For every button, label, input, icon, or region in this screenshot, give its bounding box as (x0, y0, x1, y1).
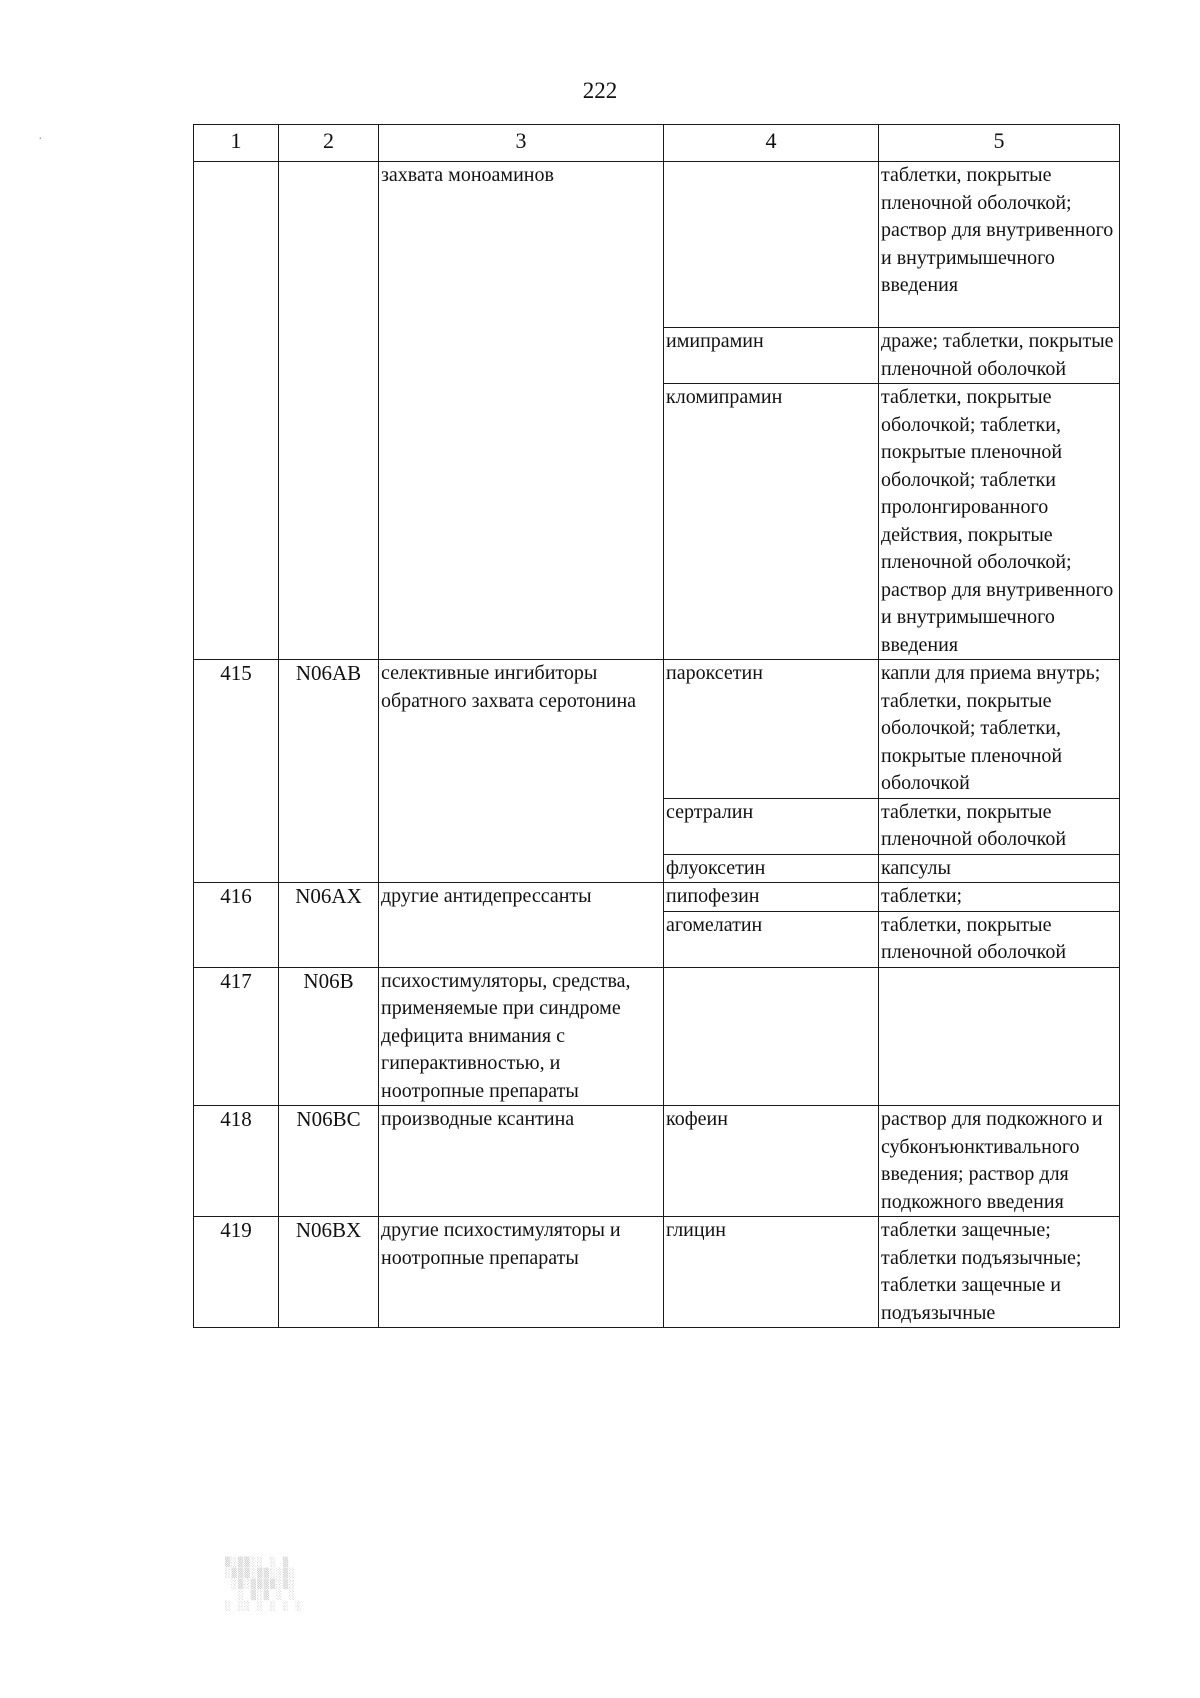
dosage-form: капсулы (879, 854, 1120, 883)
atc-group-name: психостимуляторы, средства, применяемые при синдроме дефицита внимания с гиперактивностью, и ноотропные препараты (379, 967, 664, 1106)
row-number: 416 (194, 883, 279, 968)
atc-group-name: селективные ингибиторы обратного захвата серотонина (379, 660, 664, 883)
dosage-form: капли для приема внутрь; таблетки, покрытые оболочкой; таблетки, покрытые пленочной оболочкой (879, 660, 1120, 799)
drug-name: флуоксетин (664, 854, 879, 883)
drug-name: пароксетин (664, 660, 879, 799)
table-row (194, 162, 1120, 328)
dosage-form: таблетки, покрытые пленочной оболочкой (879, 911, 1120, 967)
column-header-4: 4 (664, 125, 879, 162)
dosage-form: таблетки; (879, 883, 1120, 912)
atc-code: N06AB (279, 660, 379, 883)
column-header-5: 5 (879, 125, 1120, 162)
dosage-form (879, 967, 1120, 1106)
dosage-form: таблетки, покрытые пленочной оболочкой; раствор для внутривенного и внутримышечного введения (879, 162, 1120, 328)
drug-name: кофеин (664, 1106, 879, 1217)
atc-code (279, 162, 379, 660)
scan-artifact: ▒░▒▒░░ ░ ▒ ░▒▒▒░▒▒░░▒░ ░▒░▒▒▒▒░▒░ ░ ▒░▒ ░ ░ ░ ░░ ░ ░ ░ ░ (225, 1558, 303, 1612)
drug-list-table (193, 124, 1120, 1328)
table-row (194, 1106, 1120, 1217)
row-number (194, 162, 279, 660)
drug-name: глицин (664, 1217, 879, 1328)
atc-code: N06BX (279, 1217, 379, 1328)
dosage-form: таблетки защечные; таблетки подъязычные; таблетки защечные и подъязычные (879, 1217, 1120, 1328)
dosage-form: таблетки, покрытые пленочной оболочкой (879, 798, 1120, 854)
drug-name: сертралин (664, 798, 879, 854)
dosage-form: таблетки, покрытые оболочкой; таблетки, покрытые пленочной оболочкой; таблетки пролонгированного действия, покрытые пленочной оболочкой; раствор для внутривенного и внутримышечного введения (879, 384, 1120, 660)
row-number: 418 (194, 1106, 279, 1217)
atc-group-name: производные ксантина (379, 1106, 664, 1217)
dosage-form: драже; таблетки, покрытые пленочной оболочкой (879, 328, 1120, 384)
row-number: 417 (194, 967, 279, 1106)
table-row (194, 883, 1120, 912)
column-header-2: 2 (279, 125, 379, 162)
drug-name: агомелатин (664, 911, 879, 967)
column-number-row (194, 125, 1120, 162)
atc-code: N06B (279, 967, 379, 1106)
page-number: 222 (582, 78, 618, 103)
column-header-3: 3 (379, 125, 664, 162)
drug-name: имипрамин (664, 328, 879, 384)
table-row (194, 660, 1120, 799)
atc-group-name: другие антидепрессанты (379, 883, 664, 968)
table-row (194, 1217, 1120, 1328)
column-header-1: 1 (194, 125, 279, 162)
drug-name (664, 967, 879, 1106)
row-number: 415 (194, 660, 279, 883)
atc-group-name: другие психостимуляторы и ноотропные препараты (379, 1217, 664, 1328)
drug-name: кломипрамин (664, 384, 879, 660)
atc-code: N06BC (279, 1106, 379, 1217)
atc-code: N06AX (279, 883, 379, 968)
drug-name (664, 162, 879, 328)
dosage-form: раствор для подкожного и субконъюнктивального введения; раствор для подкожного введения (879, 1106, 1120, 1217)
drug-name: пипофезин (664, 883, 879, 912)
row-number: 419 (194, 1217, 279, 1328)
table-row (194, 967, 1120, 1106)
scan-speck: · (38, 132, 43, 147)
atc-group-name: захвата моноаминов (379, 162, 664, 660)
